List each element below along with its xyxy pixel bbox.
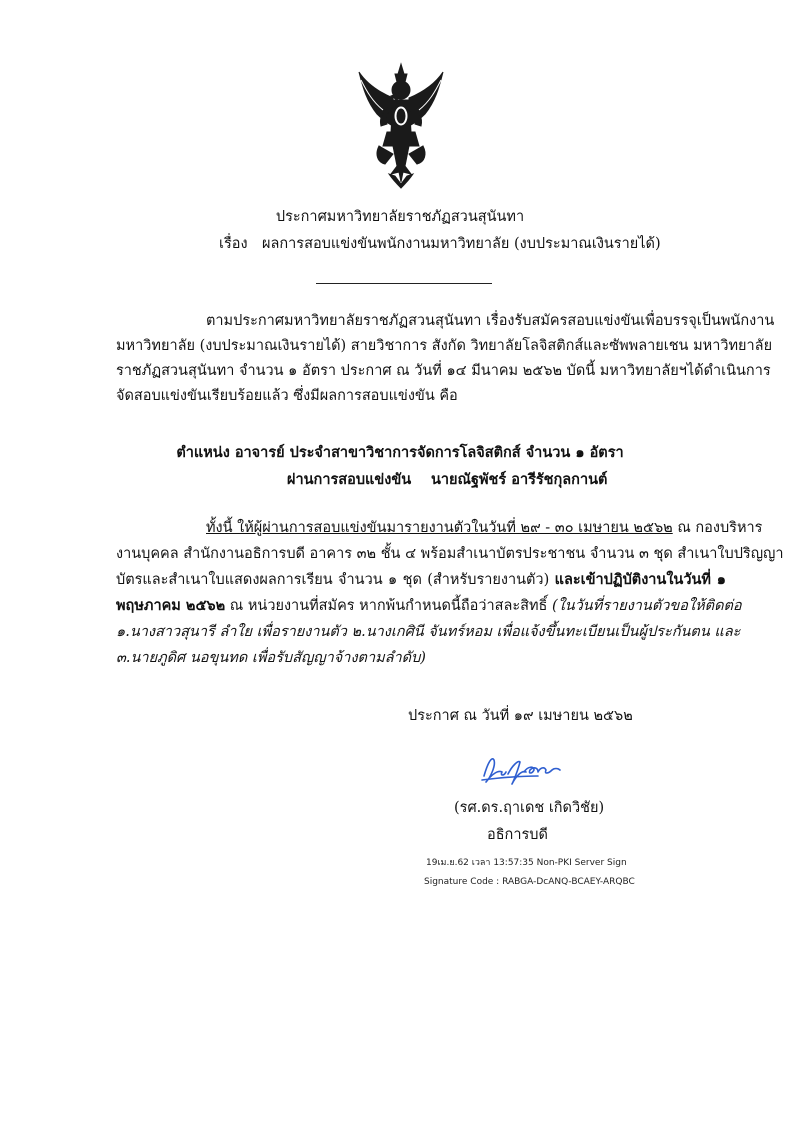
handwritten-signature <box>478 752 568 788</box>
report-date-text: ทั้งนี้ ให้ผู้ผ่านการสอบแข่งขันมารายงานตัวในวันที่ ๒๙ - ๓๐ เมษายน ๒๕๖๒ <box>206 520 673 536</box>
notice-line-1-rest: ณ กองบริหาร <box>672 520 763 536</box>
intro-line-1: ตามประกาศมหาวิทยาลัยราชภัฏสวนสุนันทา เรื่องรับสมัครสอบแข่งขันเพื่อบรรจุเป็นพนักงาน <box>206 313 775 329</box>
position-title: ตำแหน่ง อาจารย์ ประจำสาขาวิชาการจัดการโลจิสติกส์ จำนวน ๑ อัตรา <box>176 444 624 461</box>
intro-line-2: มหาวิทยาลัย (งบประมาณเงินรายได้) สายวิชาการ สังกัด วิทยาลัยโลจิสติกส์และซัพพลายเชน มหาวิทยาลัย <box>116 338 773 354</box>
intro-line-3: ราชภัฏสวนสุนันทา จำนวน ๑ อัตรา ประกาศ ณ วันที่ ๑๔ มีนาคม ๒๕๖๒ บัดนี้ มหาวิทยาลัยฯได้ดำเนินการ <box>116 363 771 379</box>
passed-name: นายณัฐพัชร์ อารีรัชกุลกานต์ <box>431 471 608 488</box>
start-work-text: และเข้าปฏิบัติงานในวันที่ ๑ <box>554 571 726 588</box>
announce-date: ประกาศ ณ วันที่ ๑๙ เมษายน ๒๕๖๒ <box>408 708 633 724</box>
notice-line-2: งานบุคคล สำนักงานอธิการบดี อาคาร ๓๒ ชั้น ๔ พร้อมสำเนาบัตรประชาชน จำนวน ๓ ชุด สำเนาใบปริญญา <box>116 546 784 562</box>
announcement-title: ประกาศมหาวิทยาลัยราชภัฏสวนสุนันทา <box>275 209 525 225</box>
notice-line-1 <box>206 518 763 538</box>
start-work-date: พฤษภาคม ๒๕๖๒ <box>116 597 226 614</box>
notice-line-4 <box>116 596 742 616</box>
signature-code: Signature Code : RABGA-DcANQ-BCAEY-ARQBC <box>424 877 635 887</box>
notice-line-6: ๓.นายภูดิศ นอขุนทด เพื่อรับสัญญาจ้างตามลำดับ) <box>116 650 426 666</box>
notice-line-3 <box>116 570 726 590</box>
intro-line-4: จัดสอบแข่งขันเรียบร้อยแล้ว ซึ่งมีผลการสอบแข่งขัน คือ <box>116 388 458 404</box>
notice-line-4-plain: ณ หน่วยงานที่สมัคร หากพ้นกำหนดนี้ถือว่าสละสิทธิ์ <box>225 598 553 614</box>
subject-label: เรื่อง <box>219 236 248 252</box>
signatory-name: (รศ.ดร.ฤาเดช เกิดวิชัย) <box>454 800 605 816</box>
sign-timestamp: 19เม.ย.62 เวลา 13:57:35 Non-PKI Server Sign <box>426 858 627 868</box>
subject-text: ผลการสอบแข่งขันพนักงานมหาวิทยาลัย (งบประมาณเงินรายได้) <box>262 236 661 252</box>
garuda-emblem-icon <box>357 62 445 190</box>
header-divider <box>316 283 492 284</box>
passed-label: ผ่านการสอบแข่งขัน <box>287 471 412 488</box>
signatory-title: อธิการบดี <box>487 827 548 843</box>
notice-line-3-plain: บัตรและสำเนาใบแสดงผลการเรียน จำนวน ๑ ชุด (สำหรับรายงานตัว) <box>116 572 555 588</box>
notice-line-5: ๑.นางสาวสุนารี ลำใย เพื่อรายงานตัว ๒.นางเกศินี จันทร์หอม เพื่อแจ้งขึ้นทะเบียนเป็นผู้ประกันตน และ <box>116 624 741 640</box>
notice-line-4-italic: (ในวันที่รายงานตัวขอให้ติดต่อ <box>552 598 742 614</box>
